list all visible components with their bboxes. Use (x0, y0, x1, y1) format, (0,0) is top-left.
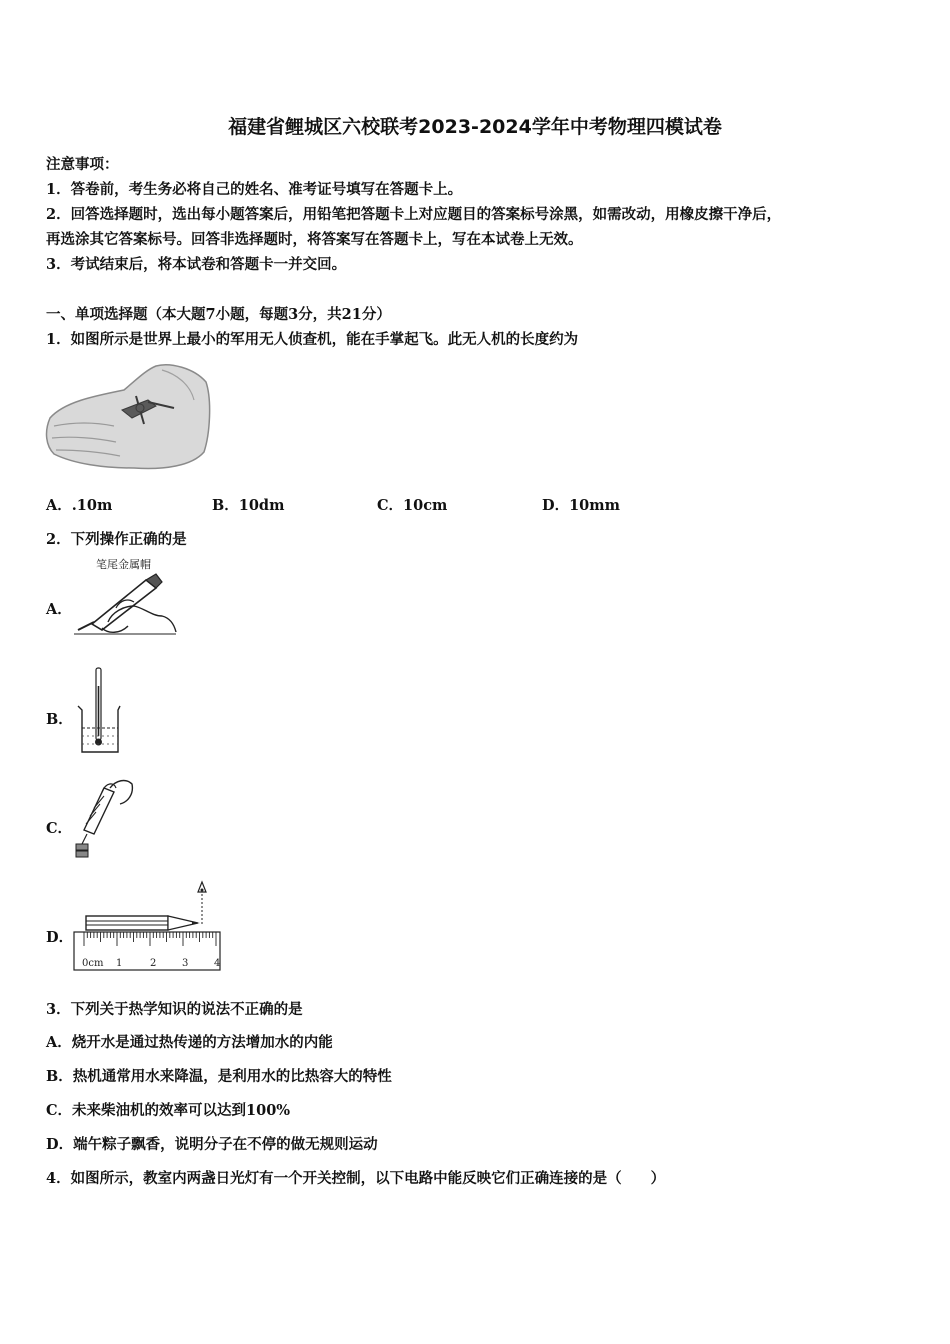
q1-option-b: B．10dm (212, 497, 285, 514)
q2-label-c: C． (46, 820, 73, 837)
notice-item-2: 2．回答选择题时，选出每小题答案后，用铅笔把答题卡上对应题目的答案标号涂黑，如需改动，用橡皮擦干净后， (46, 206, 782, 223)
question-4-stem: 4．如图所示，教室内两盏日光灯有一个开关控制，以下电路中能反映它们正确连接的是（ ） (46, 1170, 666, 1187)
question-3-stem: 3．下列关于热学知识的说法不正确的是 (46, 1001, 303, 1018)
ruler-label-3: 3 (182, 958, 189, 969)
q1-option-d: D．10mm (542, 497, 620, 514)
ruler-label-2: 2 (150, 958, 157, 969)
thermometer-beaker-image (74, 666, 122, 756)
q3-option-c: C．未来柴油机的效率可以达到100% (46, 1102, 291, 1119)
ruler-pencil-image (72, 880, 224, 972)
ruler-label-0: 0cm (82, 958, 104, 969)
page-title: 福建省鲤城区六校联考2023-2024学年中考物理四模试卷 (228, 116, 722, 138)
hand-drone-image (44, 356, 214, 472)
notice-heading: 注意事项： (46, 156, 119, 173)
q2-label-d: D． (46, 929, 74, 946)
q3-option-d: D．端午粽子飘香，说明分子在不停的做无规则运动 (46, 1136, 378, 1153)
figure-a-caption: 笔尾金属帽 (96, 558, 151, 571)
notice-item-1: 1．答卷前，考生务必将自己的姓名、准考证号填写在答题卡上。 (46, 181, 463, 198)
q2-label-a: A． (46, 601, 72, 618)
spring-scale-image (70, 774, 136, 862)
ruler-label-1: 1 (116, 958, 123, 969)
test-pen-image (72, 568, 178, 636)
notice-item-3: 3．考试结束后，将本试卷和答题卡一并交回。 (46, 256, 347, 273)
q3-option-b: B．热机通常用水来降温，是利用水的比热容大的特性 (46, 1068, 392, 1085)
question-2-stem: 2．下列操作正确的是 (46, 531, 187, 548)
q2-label-b: B． (46, 711, 73, 728)
ruler-label-4: 4 (214, 958, 221, 969)
question-1-stem: 1．如图所示是世界上最小的军用无人侦查机，能在手掌起飞。此无人机的长度约为 (46, 331, 579, 348)
q1-option-a: A．.10m (46, 497, 113, 514)
q3-option-a: A．烧开水是通过热传递的方法增加水的内能 (46, 1034, 333, 1051)
q1-option-c: C．10cm (377, 497, 448, 514)
notice-item-2-cont: 再选涂其它答案标号。回答非选择题时，将答案写在答题卡上，写在本试卷上无效。 (46, 231, 583, 248)
section-heading: 一、单项选择题（本大题7小题，每题3分，共21分） (46, 306, 391, 323)
